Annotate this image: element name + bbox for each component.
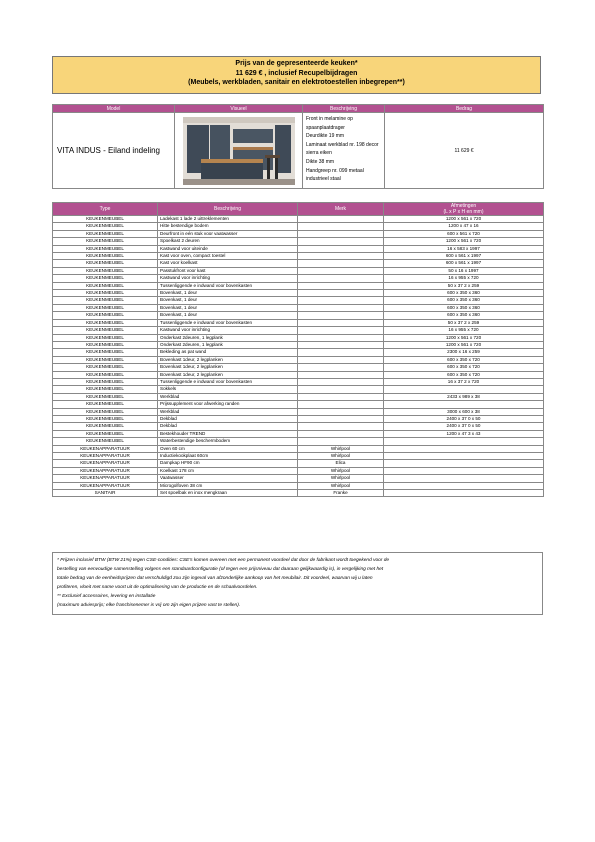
col-visual: Visueel — [175, 105, 303, 113]
item-type: KEUKENMEUBEL — [53, 260, 158, 267]
desc-line: Dikte 38 mm — [306, 158, 335, 165]
item-description: Dekblad — [158, 423, 298, 430]
item-type: KEUKENMEUBEL — [53, 238, 158, 245]
model-table — [52, 104, 544, 189]
item-brand — [298, 401, 384, 408]
col-model: Model — [53, 105, 175, 113]
item-dimensions: 600 x 561 x 720 — [384, 230, 544, 237]
header-line-2: 11 629 € , inclusief Recupelbijdragen — [235, 69, 358, 77]
item-description: Kastwand voor uiteinde — [158, 245, 298, 252]
item-dimensions: 16 x 37 2 x 720 — [384, 378, 544, 385]
item-dimensions: 2433 x 989 x 38 — [384, 393, 544, 400]
item-description: Hitte bestendige bodem — [158, 223, 298, 230]
item-type: KEUKENMEUBEL — [53, 438, 158, 445]
note-line: bestelling van eenvoudige samenstelling volgens een standaardconfiguratie (of tegen een prijsniveau dat daaraan gelijkwaardig is), in vergelijking met het — [57, 567, 384, 572]
item-type: KEUKENMEUBEL — [53, 341, 158, 348]
item-brand — [298, 386, 384, 393]
table-row — [53, 245, 544, 252]
item-dimensions: 2300 x 16 x 259 — [384, 349, 544, 356]
desc-line: Laminaat werkblad nr. 198 decor sierra eiken — [306, 141, 379, 157]
table-row — [53, 430, 544, 437]
item-dimensions: 600 x 350 x 360 — [384, 297, 544, 304]
item-brand — [298, 356, 384, 363]
item-description: Spoelkast 2 deuren — [158, 238, 298, 245]
item-brand — [298, 364, 384, 371]
item-dimensions: 1200 x 47 3 x 43 — [384, 430, 544, 437]
item-dimensions — [384, 467, 544, 474]
item-description: Bovenkast, 1 deur — [158, 312, 298, 319]
items-table — [52, 202, 544, 497]
table-row — [53, 275, 544, 282]
item-description: Bovenkast 1deur, 2 legplanken — [158, 371, 298, 378]
item-type: KEUKENMEUBEL — [53, 297, 158, 304]
item-type: KEUKENMEUBEL — [53, 401, 158, 408]
item-brand — [298, 304, 384, 311]
col-brand: Merk — [298, 203, 384, 216]
item-dimensions: 1200 x 561 x 720 — [384, 216, 544, 223]
item-description: Inductiekookplaat 60cm — [158, 453, 298, 460]
item-description: Bovenkast 1deur, 2 legplanken — [158, 356, 298, 363]
item-dimensions: 2400 x 37 0 x 50 — [384, 415, 544, 422]
item-description: Bovenkast, 1 deur — [158, 304, 298, 311]
item-type: KEUKENMEUBEL — [53, 312, 158, 319]
items-table-header — [53, 203, 544, 216]
item-dimensions: 600 x 350 x 720 — [384, 364, 544, 371]
item-dimensions — [384, 482, 544, 489]
table-row — [53, 334, 544, 341]
desc-line: Front in melamine op spaanplaatdrager — [306, 116, 353, 131]
item-type: KEUKENMEUBEL — [53, 282, 158, 289]
item-dimensions: 1200 x 47 x 16 — [384, 223, 544, 230]
item-dimensions — [384, 475, 544, 482]
item-dimensions: 50 x 16 x 1997 — [384, 267, 544, 274]
item-brand — [298, 267, 384, 274]
item-dimensions — [384, 490, 544, 497]
item-description: Dampkap HF90 cm — [158, 460, 298, 467]
item-type: KEUKENMEUBEL — [53, 430, 158, 437]
note-line: (maximum adviesprijs; elke franchisenemer is vrij om zijn eigen prijzen vast te stellen). — [57, 603, 241, 608]
table-row — [53, 304, 544, 311]
table-row — [53, 297, 544, 304]
table-row — [53, 267, 544, 274]
item-brand — [298, 327, 384, 334]
item-description: Sokkels — [158, 386, 298, 393]
item-brand — [298, 438, 384, 445]
item-brand — [298, 275, 384, 282]
item-type: KEUKENMEUBEL — [53, 386, 158, 393]
table-row — [53, 371, 544, 378]
item-type: KEUKENMEUBEL — [53, 304, 158, 311]
table-row — [53, 438, 544, 445]
item-description: Oven 60 cm — [158, 445, 298, 452]
model-price: 11 629 € — [385, 113, 544, 189]
item-dimensions: 600 x 350 x 360 — [384, 304, 544, 311]
item-brand: Elica — [298, 460, 384, 467]
table-row — [53, 460, 544, 467]
item-dimensions: 50 x 37 2 x 259 — [384, 282, 544, 289]
col-amount: Bedrag — [385, 105, 544, 113]
item-description: Tussenliggende e indwand voor bovenkasten — [158, 378, 298, 385]
item-type: KEUKENMEUBEL — [53, 223, 158, 230]
item-type: KEUKENMEUBEL — [53, 334, 158, 341]
table-row — [53, 475, 544, 482]
item-brand — [298, 378, 384, 385]
model-name: VITA INDUS - Eiland indeling — [53, 113, 175, 189]
table-row — [53, 445, 544, 452]
item-brand — [298, 319, 384, 326]
item-dimensions: 50 x 37 2 x 259 — [384, 319, 544, 326]
item-description: Werkblad — [158, 393, 298, 400]
item-description: Werkblad — [158, 408, 298, 415]
table-row — [53, 238, 544, 245]
col-description: Beschrijving — [303, 105, 385, 113]
item-type: KEUKENMEUBEL — [53, 267, 158, 274]
item-description: Ladekast 1 lade 2 uittreklementen — [158, 216, 298, 223]
table-row — [53, 223, 544, 230]
item-description: Waterbestendige beschermbodem — [158, 438, 298, 445]
item-brand: Whirlpool — [298, 453, 384, 460]
item-dimensions: 600 x 350 x 360 — [384, 290, 544, 297]
item-brand — [298, 260, 384, 267]
item-brand — [298, 341, 384, 348]
table-row — [53, 490, 544, 497]
item-type: KEUKENMEUBEL — [53, 253, 158, 260]
item-type: KEUKENAPPARATUUR — [53, 475, 158, 482]
items-body — [53, 216, 544, 497]
item-dimensions: 600 x 561 x 1997 — [384, 260, 544, 267]
item-type: KEUKENMEUBEL — [53, 319, 158, 326]
item-type: KEUKENAPPARATUUR — [53, 482, 158, 489]
note-line: totale bedrag van de eenheidsprijzen dat verschuldigd zou zijn ingeval van afzonderlijke aankoop van het meubilair. Dit voordeel, waarvan wij u laten — [57, 576, 373, 581]
item-description: Bestekhouder TREND — [158, 430, 298, 437]
item-brand — [298, 253, 384, 260]
item-description: Koelkast 178 cm — [158, 467, 298, 474]
col-type: Type — [53, 203, 158, 216]
table-row — [53, 290, 544, 297]
table-row — [53, 356, 544, 363]
item-brand — [298, 282, 384, 289]
table-row — [53, 260, 544, 267]
item-brand: Whirlpool — [298, 482, 384, 489]
item-type: KEUKENMEUBEL — [53, 393, 158, 400]
model-description — [303, 113, 385, 189]
item-description: Deurfront in eén stuk voor vaatwasser — [158, 230, 298, 237]
item-brand — [298, 216, 384, 223]
item-dimensions — [384, 401, 544, 408]
item-description: Dekblad — [158, 415, 298, 422]
item-type: KEUKENMEUBEL — [53, 364, 158, 371]
item-type: KEUKENAPPARATUUR — [53, 467, 158, 474]
item-dimensions — [384, 386, 544, 393]
item-type: KEUKENAPPARATUUR — [53, 460, 158, 467]
item-brand — [298, 238, 384, 245]
item-brand — [298, 408, 384, 415]
header-line-3: (Meubels, werkbladen, sanitair en elektrotoestellen inbegrepen**) — [188, 79, 405, 86]
item-type: KEUKENMEUBEL — [53, 230, 158, 237]
item-brand — [298, 371, 384, 378]
item-brand — [298, 349, 384, 356]
item-description: Prijssupplement voor afwerking randen — [158, 401, 298, 408]
item-dimensions: 600 x 561 x 1997 — [384, 253, 544, 260]
table-row — [53, 282, 544, 289]
item-type: KEUKENAPPARATUUR — [53, 445, 158, 452]
price-header — [52, 56, 541, 94]
item-description: Tussenliggende e indwand voor bovenkasten — [158, 319, 298, 326]
item-description: Kastwand voor inrichting — [158, 275, 298, 282]
item-brand — [298, 334, 384, 341]
item-type: KEUKENAPPARATUUR — [53, 453, 158, 460]
table-row — [53, 341, 544, 348]
item-dimensions — [384, 453, 544, 460]
item-description: Microgolfoven 38 cm — [158, 482, 298, 489]
table-row — [53, 327, 544, 334]
item-dimensions: 2400 x 37 0 x 50 — [384, 423, 544, 430]
item-brand — [298, 393, 384, 400]
item-brand — [298, 415, 384, 422]
item-dimensions: 600 x 350 x 720 — [384, 356, 544, 363]
item-description: Vaatwasser — [158, 475, 298, 482]
note-line: ** Exclusief accessoires, levering en installatie — [57, 594, 156, 599]
table-row — [53, 364, 544, 371]
item-type: KEUKENMEUBEL — [53, 349, 158, 356]
item-description: Onderkast 2deuren, 1 legplank — [158, 341, 298, 348]
item-brand — [298, 297, 384, 304]
item-dimensions: 3000 x 600 x 38 — [384, 408, 544, 415]
item-brand — [298, 423, 384, 430]
kitchen-visual-cell — [175, 113, 303, 189]
kitchen-photo — [183, 117, 295, 185]
model-table-header — [53, 105, 544, 113]
item-type: KEUKENMEUBEL — [53, 245, 158, 252]
table-row — [53, 349, 544, 356]
item-brand — [298, 430, 384, 437]
table-row — [53, 482, 544, 489]
table-row — [53, 216, 544, 223]
item-type: KEUKENMEUBEL — [53, 371, 158, 378]
item-description: Set spoelbak en inox mengkraan — [158, 490, 298, 497]
item-brand — [298, 230, 384, 237]
item-type: KEUKENMEUBEL — [53, 327, 158, 334]
item-dimensions — [384, 460, 544, 467]
note-line: profiteren, vloeit met name voort uit de optimalisering van de productie en de schaalvoordelen. — [57, 585, 258, 590]
item-type: KEUKENMEUBEL — [53, 216, 158, 223]
table-row — [53, 386, 544, 393]
item-description: Onderkast 2deuren, 1 legplank — [158, 334, 298, 341]
item-description: Kast voor oven, compact toestel — [158, 253, 298, 260]
col-desc: Beschrijving — [158, 203, 298, 216]
item-type: KEUKENMEUBEL — [53, 356, 158, 363]
col-dimensions — [384, 203, 544, 216]
item-description: Kastwand voor inrichting — [158, 327, 298, 334]
item-description: Passtukfront voor kast — [158, 267, 298, 274]
item-brand — [298, 223, 384, 230]
item-type: KEUKENMEUBEL — [53, 290, 158, 297]
item-description: Tussenliggende e indwand voor bovenkasten — [158, 282, 298, 289]
item-description: Bovenkast, 1 deur — [158, 290, 298, 297]
dim-header: Afmetingen — [450, 203, 477, 209]
header-line-1: Prijs van de gepresenteerde keuken* — [235, 60, 358, 67]
table-row — [53, 423, 544, 430]
item-brand — [298, 312, 384, 319]
table-row — [53, 401, 544, 408]
item-brand: Whirlpool — [298, 467, 384, 474]
table-row — [53, 415, 544, 422]
item-dimensions: 600 x 350 x 720 — [384, 371, 544, 378]
item-brand: Franke — [298, 490, 384, 497]
footnotes — [52, 552, 543, 615]
item-description: Bovenkast 1deur, 2 legplanken — [158, 364, 298, 371]
table-row — [53, 319, 544, 326]
item-type: KEUKENMEUBEL — [53, 415, 158, 422]
item-dimensions: 1200 x 561 x 720 — [384, 341, 544, 348]
table-row — [53, 312, 544, 319]
table-row — [53, 408, 544, 415]
item-dimensions: 600 x 350 x 360 — [384, 312, 544, 319]
item-type: KEUKENMEUBEL — [53, 408, 158, 415]
table-row — [53, 467, 544, 474]
item-dimensions — [384, 438, 544, 445]
item-type: KEUKENMEUBEL — [53, 378, 158, 385]
item-description: Bovenkast, 1 deur — [158, 297, 298, 304]
item-dimensions — [384, 445, 544, 452]
table-row — [53, 253, 544, 260]
item-description: Bekleding as pat wand — [158, 349, 298, 356]
model-row — [53, 113, 544, 189]
item-dimensions: 16 x 955 x 720 — [384, 327, 544, 334]
dim-unit-header: (L x P x H en mm) — [443, 209, 484, 215]
note-line: * Prijzen inclusief BTW (BTW 21%) tegen CSE-condities: CSE's komen overeen met een permanent voordeel dat door de fabrikant wordt toegekend voor de — [57, 558, 390, 563]
item-type: KEUKENMEUBEL — [53, 423, 158, 430]
table-row — [53, 378, 544, 385]
item-type: KEUKENMEUBEL — [53, 275, 158, 282]
item-brand — [298, 245, 384, 252]
item-dimensions: 1200 x 561 x 720 — [384, 238, 544, 245]
item-dimensions: 16 x 583 x 1997 — [384, 245, 544, 252]
desc-line: Deurdikte 19 mm — [306, 133, 345, 140]
table-row — [53, 230, 544, 237]
item-brand: Whirlpool — [298, 475, 384, 482]
desc-line: Handgreep nr. 099 metaal industrieel staal — [306, 167, 364, 183]
item-dimensions: 16 x 955 x 720 — [384, 275, 544, 282]
item-type: SANITAIR — [53, 490, 158, 497]
table-row — [53, 393, 544, 400]
item-brand: Whirlpool — [298, 445, 384, 452]
table-row — [53, 453, 544, 460]
item-brand — [298, 290, 384, 297]
item-description: Kast voor koelkast — [158, 260, 298, 267]
item-dimensions: 1200 x 561 x 720 — [384, 334, 544, 341]
kitchen-illustration — [183, 117, 295, 185]
